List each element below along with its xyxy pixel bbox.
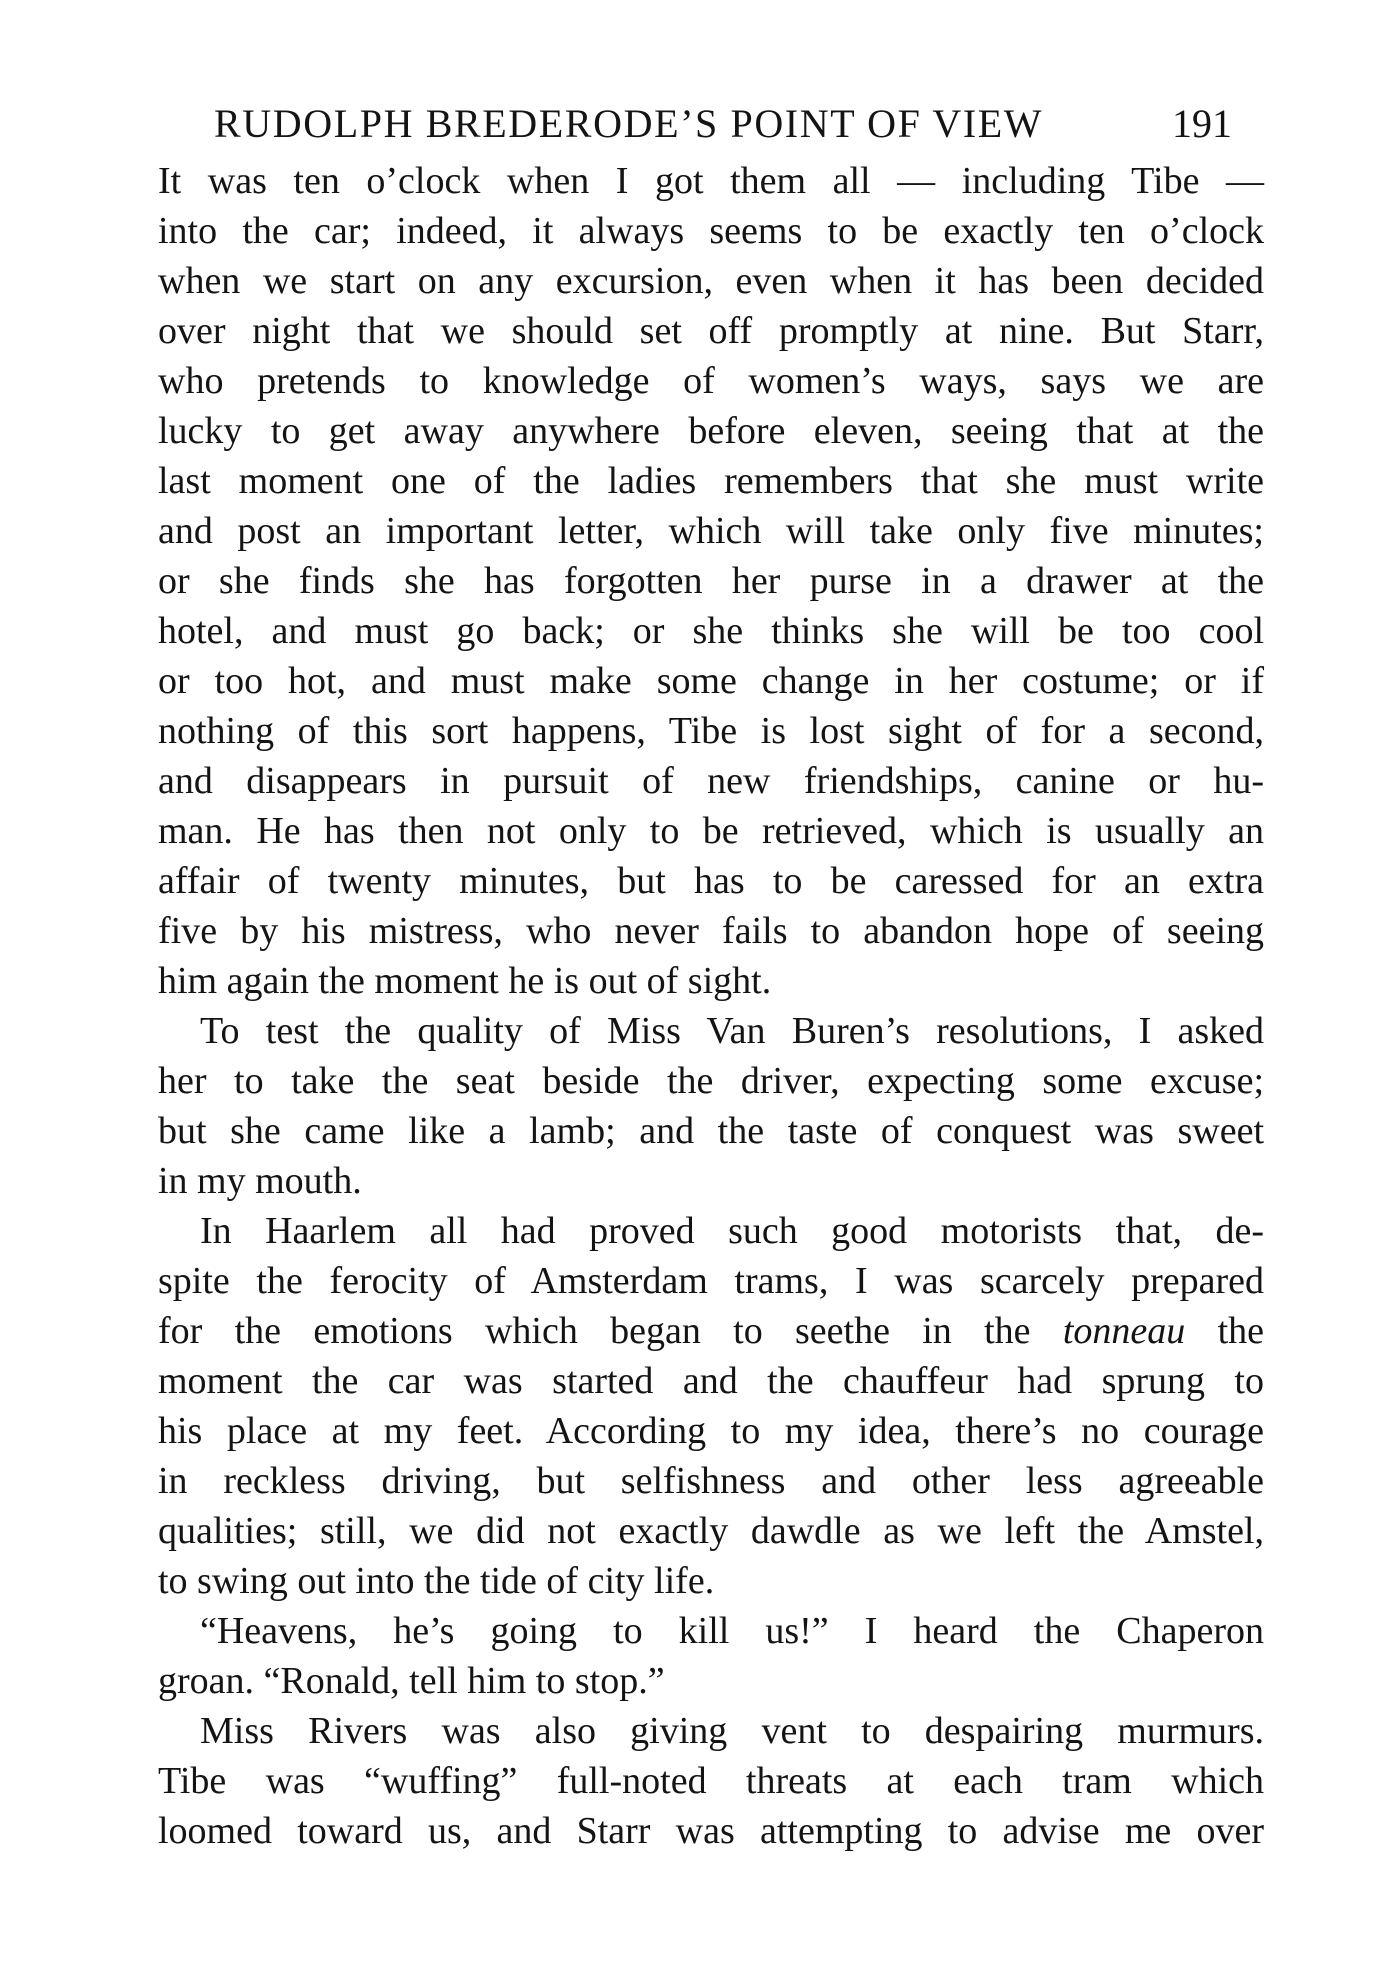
- running-head: RUDOLPH BREDERODE’S POINT OF VIEW: [214, 101, 1044, 146]
- text-line: her to take the seat beside the driver, expecting some excuse;: [158, 1060, 1264, 1102]
- text-line: affair of twenty minutes, but has to be caressed for an extra: [158, 860, 1264, 902]
- text-line: to swing out into the tide of city life.: [158, 1560, 715, 1602]
- text-line: In Haarlem all had proved such good motorists that, de-: [200, 1210, 1264, 1252]
- text-line: Tibe was “wuffing” full-noted threats at each tram which: [158, 1760, 1264, 1802]
- text-line: Miss Rivers was also giving vent to despairing murmurs.: [200, 1710, 1264, 1752]
- text-line: when we start on any excursion, even when it has been decided: [158, 260, 1264, 302]
- text-line: “Heavens, he’s going to kill us!” I heard the Chaperon: [200, 1610, 1264, 1652]
- text-line: over night that we should set off promptly at nine. But Starr,: [158, 310, 1264, 352]
- line-segment: the: [1217, 1310, 1264, 1352]
- text-line: moment the car was started and the chauffeur had sprung to: [158, 1360, 1264, 1402]
- text-line: his place at my feet. According to my idea, there’s no courage: [158, 1410, 1264, 1452]
- line-segment: for the emotions which began to seethe in the: [158, 1310, 1031, 1352]
- text-line: in my mouth.: [158, 1160, 362, 1202]
- text-line: and disappears in pursuit of new friendships, canine or hu-: [158, 760, 1264, 802]
- text-line: him again the moment he is out of sight.: [158, 960, 772, 1002]
- text-line: To test the quality of Miss Van Buren’s resolutions, I asked: [200, 1010, 1264, 1052]
- text-line: groan. “Ronald, tell him to stop.”: [158, 1660, 665, 1702]
- text-line: but she came like a lamb; and the taste of conquest was sweet: [158, 1110, 1264, 1152]
- body-text: [158, 156, 1264, 1856]
- text-line: who pretends to knowledge of women’s ways, says we are: [158, 360, 1264, 402]
- text-line: into the car; indeed, it always seems to be exactly ten o’clock: [158, 210, 1264, 252]
- page-header: [200, 94, 1232, 154]
- text-line: nothing of this sort happens, Tibe is lost sight of for a second,: [158, 710, 1264, 752]
- text-line: qualities; still, we did not exactly dawdle as we left the Amstel,: [158, 1510, 1264, 1552]
- text-line: last moment one of the ladies remembers that she must write: [158, 460, 1264, 502]
- text-line: or too hot, and must make some change in her costume; or if: [158, 660, 1264, 702]
- text-line: lucky to get away anywhere before eleven, seeing that at the: [158, 410, 1264, 452]
- text-line: five by his mistress, who never fails to abandon hope of seeing: [158, 910, 1264, 952]
- text-line: loomed toward us, and Starr was attempting to advise me over: [158, 1810, 1264, 1852]
- text-line: in reckless driving, but selfishness and other less agreeable: [158, 1460, 1264, 1502]
- italic-word: tonneau: [1062, 1310, 1186, 1352]
- text-line: or she finds she has forgotten her purse in a drawer at the: [158, 560, 1264, 602]
- text-line: spite the ferocity of Amsterdam trams, I was scarcely prepared: [158, 1260, 1264, 1302]
- text-line: [158, 1306, 1264, 1356]
- text-line: and post an important letter, which will take only five minutes;: [158, 510, 1264, 552]
- text-line: hotel, and must go back; or she thinks she will be too cool: [158, 610, 1264, 652]
- page-number: 191: [1172, 101, 1232, 146]
- text-line: It was ten o’clock when I got them all — including Tibe —: [158, 160, 1264, 202]
- text-line: man. He has then not only to be retrieved, which is usually an: [158, 810, 1264, 852]
